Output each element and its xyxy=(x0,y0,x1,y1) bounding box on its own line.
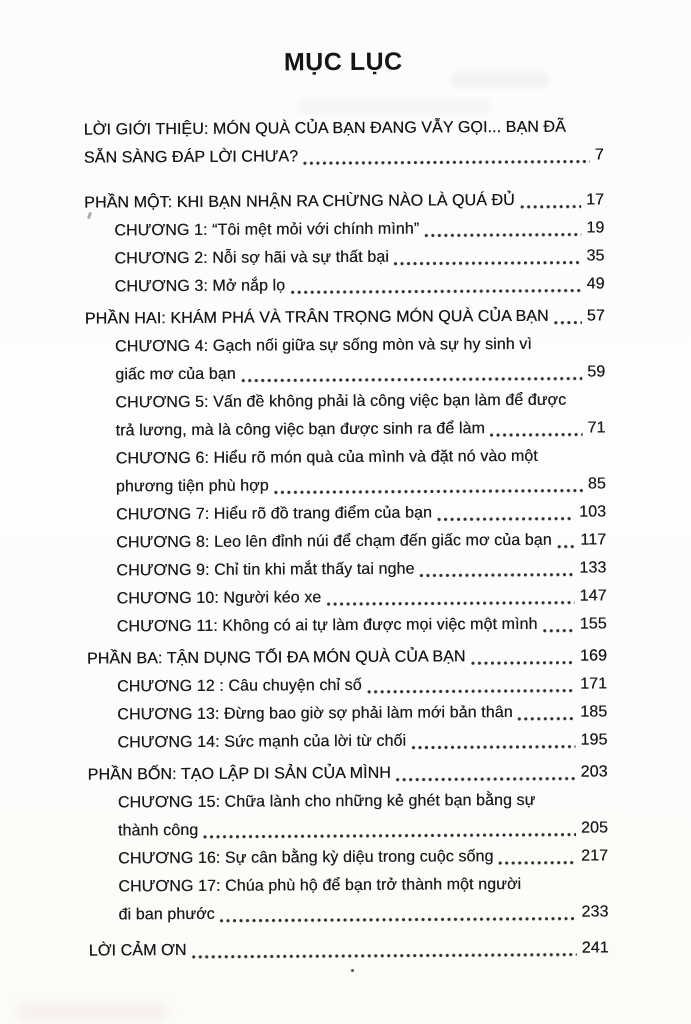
entry-title: CHƯƠNG 16: Sự cân bằng kỳ diệu trong cuộc sống xyxy=(118,848,494,868)
dot-leader xyxy=(541,611,574,639)
page-number: 117 xyxy=(580,531,607,549)
entry-title-line: CHƯƠNG 17: Chúa phù hộ để bạn trở thành một người xyxy=(118,875,522,896)
entry-title: PHẦN MỘT: KHI BẠN NHẬN RA CHỪNG NÀO LÀ QUÁ ĐỦ xyxy=(84,191,515,212)
entry-title: PHẦN BỐN: TẠO LẬP DI SẢN CỦA MÌNH xyxy=(87,764,391,784)
page-number: 19 xyxy=(586,219,605,237)
entry-title-line: CHƯƠNG 6: Hiểu rõ món quà của mình và đặt nó vào một xyxy=(115,447,538,468)
dot-leader xyxy=(393,243,582,272)
dot-leader xyxy=(202,815,576,845)
toc-entry xyxy=(84,242,604,273)
page-number: 171 xyxy=(580,675,608,693)
toc-entry xyxy=(84,113,604,172)
page-number: 35 xyxy=(586,247,605,265)
page-number: 185 xyxy=(580,703,608,721)
page-number: 49 xyxy=(586,275,605,293)
toc-entry xyxy=(87,670,607,701)
toc-entry xyxy=(87,642,607,673)
dot-leader xyxy=(325,583,574,613)
page-number: 85 xyxy=(587,475,606,493)
entry-title: PHẦN BA: TẬN DỤNG TỐI ĐA MÓN QUÀ CỦA BẠN xyxy=(86,648,466,668)
entry-title-line: CHƯƠNG 15: Chữa lành cho những kẻ ghét bạn bằng sự xyxy=(117,791,536,812)
dot-leader xyxy=(469,643,575,672)
toc-entry xyxy=(87,610,607,641)
entry-title: CHƯƠNG 8: Leo lên đỉnh núi để chạm đến giấc mơ của bạn xyxy=(116,531,552,552)
scan-smudge xyxy=(18,1004,168,1020)
dot-leader xyxy=(289,271,582,301)
toc-entry xyxy=(86,582,606,613)
toc-entry xyxy=(86,442,606,501)
page-number: 217 xyxy=(581,847,609,865)
toc-entry xyxy=(88,786,608,845)
page-number: 17 xyxy=(586,191,605,209)
entry-title: thành công xyxy=(117,821,199,840)
dot-leader xyxy=(517,699,576,727)
entry-title: CHƯƠNG 3: Mở nắp lọ xyxy=(114,277,286,296)
dot-leader xyxy=(556,527,576,555)
toc-list xyxy=(84,113,609,965)
page-number: 103 xyxy=(578,503,607,521)
toc-entry xyxy=(84,214,604,245)
entry-title-line: CHƯƠNG 5: Vấn đề không phải là công việc bạn làm để được xyxy=(115,391,567,412)
toc-entry xyxy=(88,870,608,929)
page-number: 7 xyxy=(594,146,604,164)
dot-leader xyxy=(423,215,581,244)
stray-ink-dot xyxy=(351,969,354,972)
entry-title: CHƯƠNG 7: Hiểu rõ đồ trang điểm của bạn xyxy=(115,504,432,524)
dot-leader xyxy=(219,899,577,929)
entry-title: SẴN SÀNG ĐÁP LỜI CHƯA? xyxy=(83,148,299,167)
page-number: 71 xyxy=(587,419,606,437)
toc-entry xyxy=(88,842,608,873)
entry-title: trả lương, mà là công việc bạn được sinh ra để làm xyxy=(115,420,485,440)
dot-leader xyxy=(436,499,574,528)
page-number: 203 xyxy=(580,763,608,781)
dot-leader xyxy=(519,187,581,215)
page-number: 169 xyxy=(579,647,607,665)
toc-entry xyxy=(85,270,605,301)
toc-entry xyxy=(87,726,607,757)
entry-title: CHƯƠNG 1: “Tôi mệt mỏi với chính mình” xyxy=(114,220,420,240)
toc-entry xyxy=(85,302,605,333)
page-number: 147 xyxy=(579,587,607,605)
toc-entry xyxy=(85,386,605,445)
toc-entry xyxy=(86,554,606,585)
entry-title: CHƯƠNG 14: Sức mạnh của lời từ chối xyxy=(117,732,407,752)
dot-leader xyxy=(366,671,576,700)
entry-title: PHẦN HAI: KHÁM PHÁ VÀ TRÂN TRỌNG MÓN QUÀ CỦA BẠN xyxy=(84,307,549,328)
entry-title: CHƯƠNG 9: Chỉ tin khi mắt thấy tai nghe xyxy=(116,560,415,580)
dot-leader xyxy=(497,843,576,871)
page-number: 57 xyxy=(586,307,605,325)
page-title: MỤC LỤC xyxy=(283,47,403,77)
toc-entry xyxy=(86,526,606,557)
entry-title: đi ban phước xyxy=(118,905,215,924)
toc-entry xyxy=(88,758,608,789)
page-number: 133 xyxy=(579,559,607,577)
page-number: 241 xyxy=(581,939,609,957)
page-number: 195 xyxy=(580,731,608,749)
entry-title: phương tiện phù hợp xyxy=(115,477,269,496)
entry-title: CHƯƠNG 11: Không có ai tự làm được mọi việc một mình xyxy=(116,615,538,636)
page-number: 59 xyxy=(587,363,606,381)
dot-leader xyxy=(489,415,583,444)
page-number: 233 xyxy=(581,903,609,921)
dot-leader xyxy=(410,727,575,756)
toc-entry xyxy=(85,330,605,389)
toc-entry xyxy=(89,934,609,965)
dot-leader xyxy=(240,359,583,389)
entry-title: giấc mơ của bạn xyxy=(115,365,236,384)
toc-entry xyxy=(87,698,607,729)
page-content xyxy=(83,46,609,965)
dot-leader xyxy=(418,555,574,584)
entry-title-line: CHƯƠNG 4: Gạch nối giữa sự sống mòn và sự hy sinh vì xyxy=(114,335,532,356)
entry-title: CHƯƠNG 13: Đừng bao giờ sợ phải làm mới bản thân xyxy=(117,703,513,724)
entry-title-line: LỜI GIỚI THIỆU: MÓN QUÀ CỦA BẠN ĐANG VẪY GỌI... BẠN ĐÃ xyxy=(83,118,566,139)
toc-entry xyxy=(86,498,606,529)
dot-leader xyxy=(553,303,582,331)
entry-title: CHƯƠNG 12 : Câu chuyện chỉ số xyxy=(117,676,362,696)
dot-leader xyxy=(395,759,576,788)
entry-title: LỜI CẢM ƠN xyxy=(88,941,187,960)
entry-title: CHƯƠNG 2: Nỗi sợ hãi và sự thất bại xyxy=(114,248,389,268)
dot-leader xyxy=(302,142,590,172)
page-number: 155 xyxy=(579,615,607,633)
entry-title: CHƯƠNG 10: Người kéo xe xyxy=(116,589,322,608)
toc-entry xyxy=(84,186,604,217)
dot-leader xyxy=(273,471,583,501)
page-number: 205 xyxy=(580,819,609,837)
dot-leader xyxy=(190,935,576,965)
